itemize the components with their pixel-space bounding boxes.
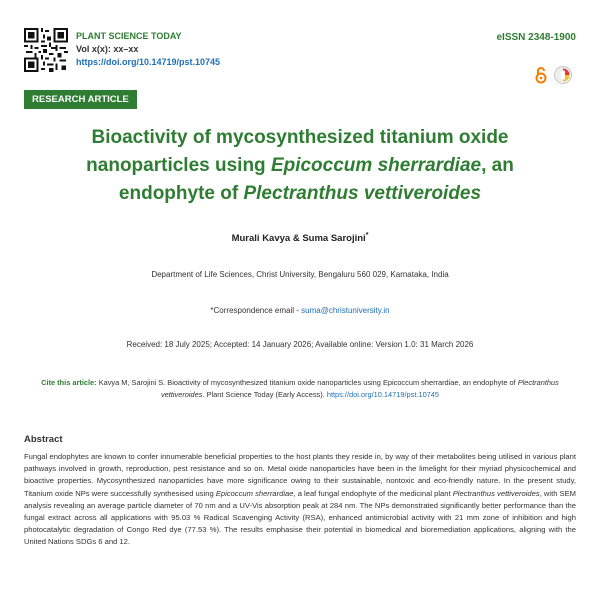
article-type-badge: RESEARCH ARTICLE: [24, 90, 137, 109]
eissn: eISSN 2348-1900: [496, 32, 576, 43]
abstract-text: Fungal endophytes are known to confer innumerable beneficial properties to the host plants they reside in, by way of their metabolites being utilised in various plant pathways involved in growth, reproduction, pest resistance and so on. Metal oxide nanoparticles have been in the limelight for their myriad physicochemical and bioactive properties. Mycosynthesized nanoparticles have more significance owing to their sustainable, nontoxic and eco-friendly nature. In the present study, Titanium oxide NPs were successfully synthesised using Epicoccum sherrardiae, a leaf fungal endophyte of the medicinal plant Plectranthus vettiveroides, with SEM analysis revealing an average particle diameter of 70 nm and a UV-Vis absorption peak at 284 nm. The NPs demonstrated significantly better performance than the fungal extract across all applications with 95.03 % Radical Scavenging Activity (RSA), enhanced antimicrobial activity with 21 mm zone of inhibition and high photocatalytic degradation of Congo Red dye (77.53 %). The results emphasise their potential in biomedical and bioremediation applications, aligning with the United Nations SDGs 6 and 12.: [24, 452, 576, 547]
publication-dates: Received: 18 July 2025; Accepted: 14 January 2026; Available online: Version 1.0: 31 March 2026: [126, 340, 474, 349]
qr-code-icon: [24, 28, 68, 72]
crossmark-icon[interactable]: [554, 66, 572, 84]
title-species-2: Plectranthus vettiveroides: [243, 183, 482, 204]
affiliation: Department of Life Sciences, Christ University, Bengaluru 560 029, Karnataka, India: [151, 270, 449, 279]
corresponding-mark: *: [365, 232, 369, 239]
cite-doi-link[interactable]: https://doi.org/10.14719/pst.10745: [326, 390, 440, 399]
authors: Murali Kavya & Suma Sarojini*: [231, 232, 369, 245]
citation: Cite this article: Kavya M, Sarojini S. Bioactivity of mycosynthesized titanium oxide nanoparticles using Epicoccum sherrardiae, an endophyte of Plectranthus vettiveroides. Plant Science Today (Early Access). https://doi.org/10.14719/pst.10745: [41, 378, 559, 399]
doi-link[interactable]: https://doi.org/10.14719/pst.10745: [76, 57, 221, 67]
cite-label: Cite this article:: [41, 378, 97, 387]
correspondence-email[interactable]: suma@christuniversity.in: [301, 306, 390, 315]
abstract-heading: Abstract: [24, 434, 63, 445]
correspondence: *Correspondence email - suma@christuniversity.in: [210, 306, 390, 315]
article-title: Bioactivity of mycosynthesized titanium oxide nanoparticles using Epicoccum sherrardiae, an endophyte of Plectranthus vettiveroides: [86, 127, 514, 204]
journal-info: [76, 30, 220, 69]
title-species-1: Epicoccum sherrardiae: [270, 155, 482, 176]
journal-name: PLANT SCIENCE TODAY: [76, 31, 182, 41]
open-access-icon[interactable]: [534, 66, 548, 84]
journal-volume: Vol x(x): xx–xx: [76, 44, 139, 54]
